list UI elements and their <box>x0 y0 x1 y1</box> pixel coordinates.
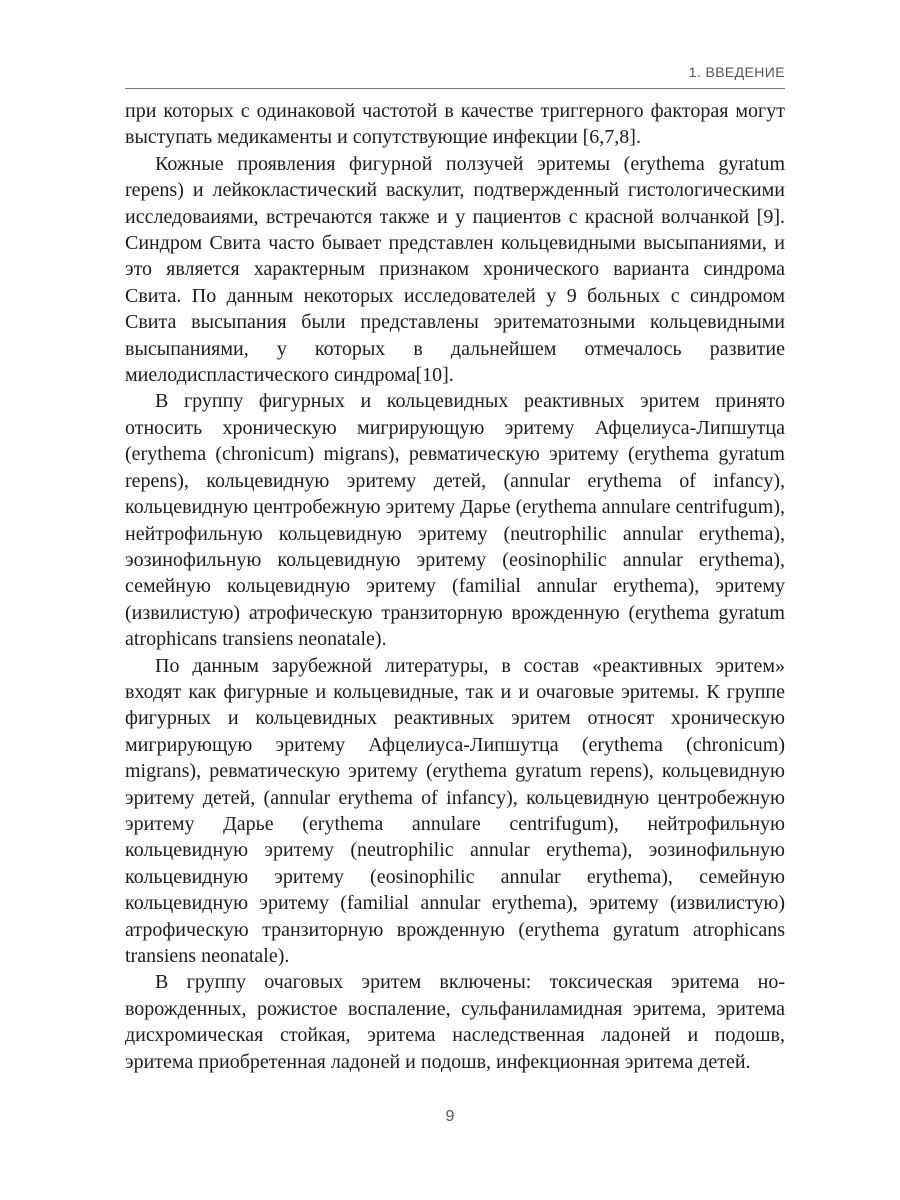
paragraph-continued: при которых с одинаковой частотой в качестве триггерного факторая могут выступать медикаменты и сопутствующие инфекции [6,7,8]. <box>125 100 785 149</box>
page-number: 9 <box>445 1108 455 1125</box>
header-rule <box>125 88 785 89</box>
body-text <box>125 98 785 1075</box>
running-head: 1. ВВЕДЕНИЕ <box>688 64 785 80</box>
paragraph-focal-erythemas: В группу очаговых эритем включены: токсическая эритема новорожденных, рожистое воспаление, сульфаниламидная эритема, эритема дисхромическая стойкая, эритема наследственная ладоней и подошв, эритема приобретенная ладоней и подошв, инфекционная эритема детей. <box>125 971 785 1073</box>
paragraph-figured-annular-group: В группу фигурных и кольцевидных реактивных эритем принято относить хроническую мигрирующую эритему Афцелиуса-Липшутца (erythema (chronicum) migrans), ревматическую эритему (erythema gyratum repens), кольцевидную эритему детей, (annular erythema of infancy), кольцевидную центробежную эритему Дарье (erythema annulare centrifugum), нейтрофильную кольцевидную эритему (neutrophilic annular erythema), эозинофильную кольцевидную эритему (eosinophilic annular erythema), семейную кольцевидную эритему (familial annular erythema), эритему (извилистую) атрофическую транзиторную врожденную (erythema gyratum atrophicans transiens neonatale). <box>125 390 785 651</box>
paragraph-skin-manifestations: Кожные проявления фигурной ползучей эритемы (erythema gyratum repens) и лейкокластический васкулит, подтвержденный гистологическими исследоваиями, встречаются также и у пациентов с красной волчанкой [9]. Синдром Свита часто бывает представлен кольцевидными высыпаниями, и это является характерным признаком хронического варианта синдрома Свита. По данным некоторых исследователей у 9 больных с синдромом Свита высыпания были представлены эритематозными кольцевидными высыпаниями, у которых в дальнейшем отмечалось развитие миелодиспластического синдрома[10]. <box>125 152 785 387</box>
paragraph-foreign-literature: По данным зарубежной литературы, в состав «реактивных эритем» входят как фигурные и кольцевидные, так и и очаговые эритемы. К группе фигурных и кольцевидных реактивных эритем относят хроническую мигрирующую эритему Афцелиуса-Липшутца (erythema (chronicum) migrans), ревматическую эритему (erythema gyratum repens), кольцевидную эритему детей, (annular erythema of infancy), кольцевидную центробежную эритему Дарье (erythema annulare centrifugum), нейтрофильную кольцевидную эритему (neutrophilic annular erythema), эозинофильную кольцевидную эритему (eosinophilic annular erythema), семейную кольцевидную эритему (familial annular erythema), эритему (извилистую) атрофическую транзиторную врожденную (erythema gyratum atrophicans transiens neonatale). <box>125 654 785 967</box>
page-header <box>125 64 785 88</box>
